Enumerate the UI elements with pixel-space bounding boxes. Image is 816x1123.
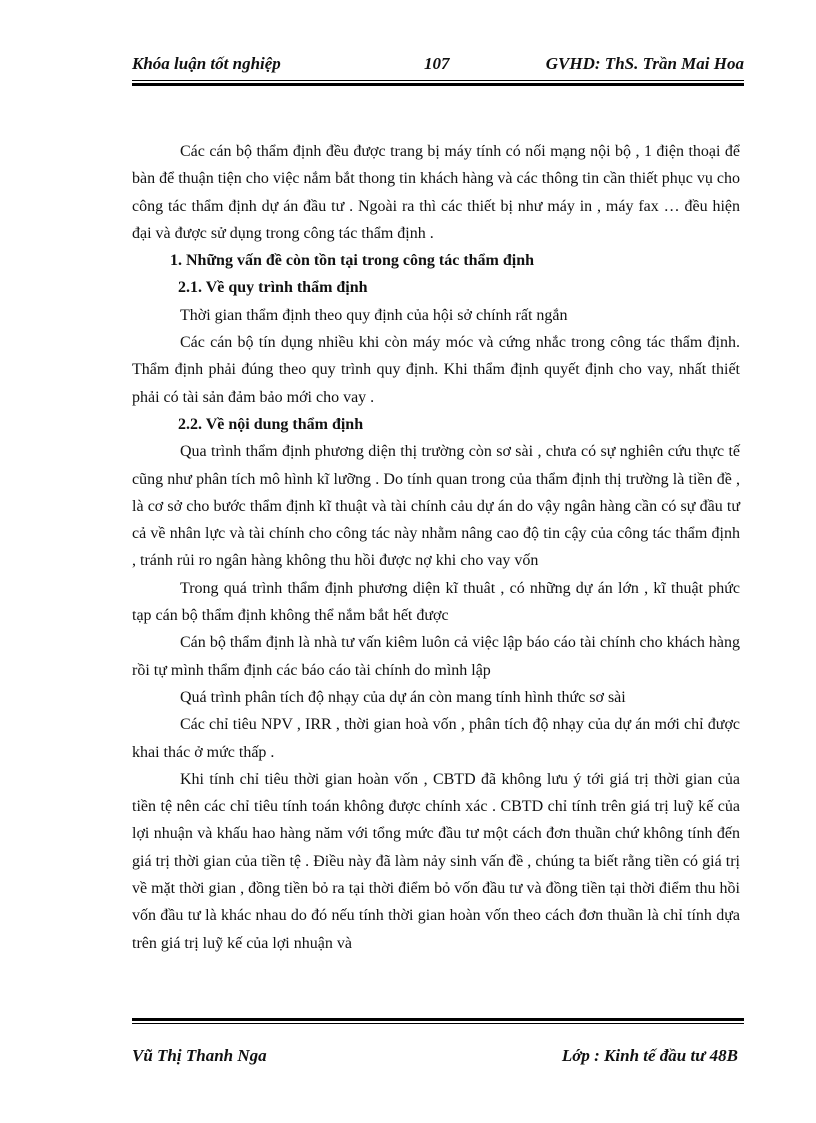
paragraph-sensitivity: Quá trình phân tích độ nhạy của dự án còn mang tính hình thức sơ sài [180, 688, 626, 706]
paragraph-payback: Khi tính chỉ tiêu thời gian hoàn vốn , CBTD đã không lưu ý tới giá trị thời gian của tiền tệ nên các chỉ tiêu tính toán không được chính xác . CBTD chỉ tính trên giá trị luỹ kế của lợi nhuận và khấu hao hàng năm với tổng mức đầu tư một cách đơn thuần chứ không tính đến giá trị thời gian của tiền tệ . Điều này đã làm nảy sinh vấn đề , chúng ta biết rằng tiền có giá trị về mặt thời gian , đồng tiền bỏ ra tại thời điểm bỏ vốn đầu tư và đồng tiền tại thời điểm thu hồi vốn đầu tư là khác nhau do đó nếu tính thời gian hoàn vốn theo cách đơn thuần là chỉ tính dựa trên giá trị luỹ kế của lợi nhuận và [132, 770, 740, 952]
page-header [132, 50, 744, 78]
paragraph-equipment: Các cán bộ thẩm định đều được trang bị máy tính có nối mạng nội bộ , 1 điện thoại để bàn để thuận tiện cho việc nắm bắt thong tin khách hàng và các thông tin cần thiết phục vụ cho công tác thẩm định dự án đầu tư . Ngoài ra thì các thiết bị như máy in , máy fax … đều hiện đại và được sử dụng trong công tác thẩm định . [132, 143, 740, 242]
paragraph-time: Thời gian thẩm định theo quy định của hội sở chính rất ngắn [180, 306, 568, 324]
footer-rule-thin [132, 1023, 744, 1024]
paragraph-rigid: Các cán bộ tín dụng nhiều khi còn máy móc và cứng nhắc trong công tác thẩm định. Thẩm định phải đúng theo quy trình quy định. Khi thẩm định quyết định cho vay, nhất thiết phải có tài sản đảm bảo mới cho vay . [132, 334, 740, 406]
footer-class: Lớp : Kinh tế đầu tư 48B [561, 1046, 738, 1065]
footer-author: Vũ Thị Thanh Nga [132, 1046, 267, 1065]
header-thesis-title: Khóa luận tốt nghiệp [132, 54, 281, 73]
paragraph-market: Qua trình thẩm định phương diện thị trường còn sơ sài , chưa có sự nghiên cứu thực tế cũng như phân tích mô hình kĩ lưỡng . Do tính quan trong của thẩm định thị trường là tiền đề , là cơ sở cho bước thẩm định kĩ thuật và tài chính cảu dự án do vậy ngân hàng cần có sự đầu tư cả về nhân lực và tài chính cho công tác này nhằm nâng cao độ tin cậy của công tác thẩm định , tránh rủi ro ngân hàng không thu hồi được nợ khi cho vay vốn [132, 443, 740, 570]
page-footer [132, 1046, 744, 1072]
header-rule-thick [132, 83, 744, 86]
header-rule-thin [132, 80, 744, 81]
subsection-heading-content: 2.2. Về nội dung thẩm định [178, 415, 364, 433]
subsection-heading-process: 2.1. Về quy trình thẩm định [178, 279, 368, 297]
footer-rule-thick [132, 1018, 744, 1021]
header-supervisor: GVHD: ThS. Trần Mai Hoa [545, 54, 744, 73]
paragraph-technical: Trong quá trình thẩm định phương diện kĩ thuât , có những dự án lớn , kĩ thuật phức tạp cán bộ thẩm định không thể nắm bắt hết được [132, 579, 740, 625]
section-heading: 1. Những vấn đề còn tồn tại trong công tác thẩm định [170, 252, 535, 270]
paragraph-indicators: Các chỉ tiêu NPV , IRR , thời gian hoà vốn , phân tích độ nhạy của dự án mới chỉ được khai thác ở mức thấp . [132, 716, 740, 761]
paragraph-advisor: Cán bộ thẩm định là nhà tư vấn kiêm luôn cả việc lập báo cáo tài chính cho khách hàng rồi tự mình thẩm định các báo cáo tài chính do mình lập [132, 634, 740, 679]
header-page-number: 107 [424, 54, 450, 73]
document-body [132, 138, 740, 957]
